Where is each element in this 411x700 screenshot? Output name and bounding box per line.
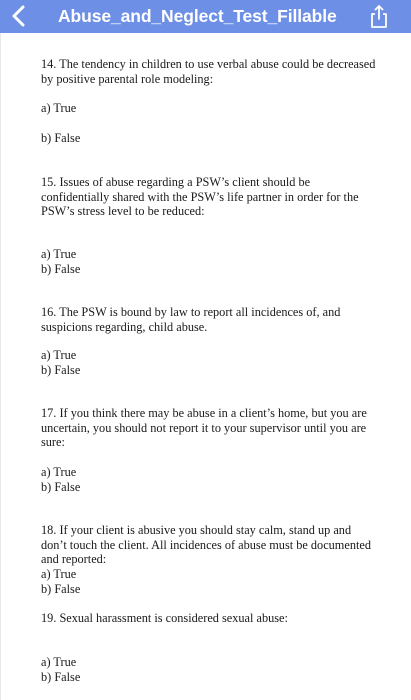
question-19-option-a: a) True (41, 655, 77, 669)
question-14-text: 14. The tendency in children to use verbal abuse could be decreased by positive parental role modeling: (41, 57, 376, 86)
question-15-option-a: a) True (41, 247, 77, 261)
page-edge (0, 33, 1, 700)
question-16-option-a: a) True (41, 348, 77, 362)
question-14-option-a: a) True (41, 101, 77, 115)
question-16-text: 16. The PSW is bound by law to report all incidences of, and suspicions regarding, child abuse. (41, 305, 341, 334)
question-17-text: 17. If you think there may be abuse in a client’s home, but you are uncertain, you should not report it to your supervisor until you are sure: (41, 406, 367, 450)
question-15-text: 15. Issues of abuse regarding a PSW’s client should be confidentially shared with the PSW’s life partner in order for the PSW’s stress level to be reduced: (41, 175, 359, 219)
chevron-left-icon (6, 3, 34, 29)
question-18-option-b: b) False (41, 582, 81, 596)
question-17-option-a: a) True (41, 465, 77, 479)
top-navigation-bar (0, 0, 411, 33)
question-19-option-b: b) False (41, 670, 81, 684)
share-button[interactable] (369, 3, 389, 29)
question-18-option-a: a) True (41, 567, 77, 581)
question-18-text: 18. If your client is abusive you should stay calm, stand up and don’t touch the client. All incidences of abuse must be documented and reported: (41, 523, 371, 567)
question-16-option-b: b) False (41, 363, 81, 377)
document-title: Abuse_and_Neglect_Test_Fillable (58, 6, 337, 26)
back-button[interactable] (6, 3, 34, 29)
question-19-text: 19. Sexual harassment is considered sexual abuse: (41, 611, 288, 625)
question-15-option-b: b) False (41, 262, 81, 276)
question-14-option-b: b) False (41, 131, 81, 145)
share-icon (369, 3, 389, 29)
question-17-option-b: b) False (41, 480, 81, 494)
